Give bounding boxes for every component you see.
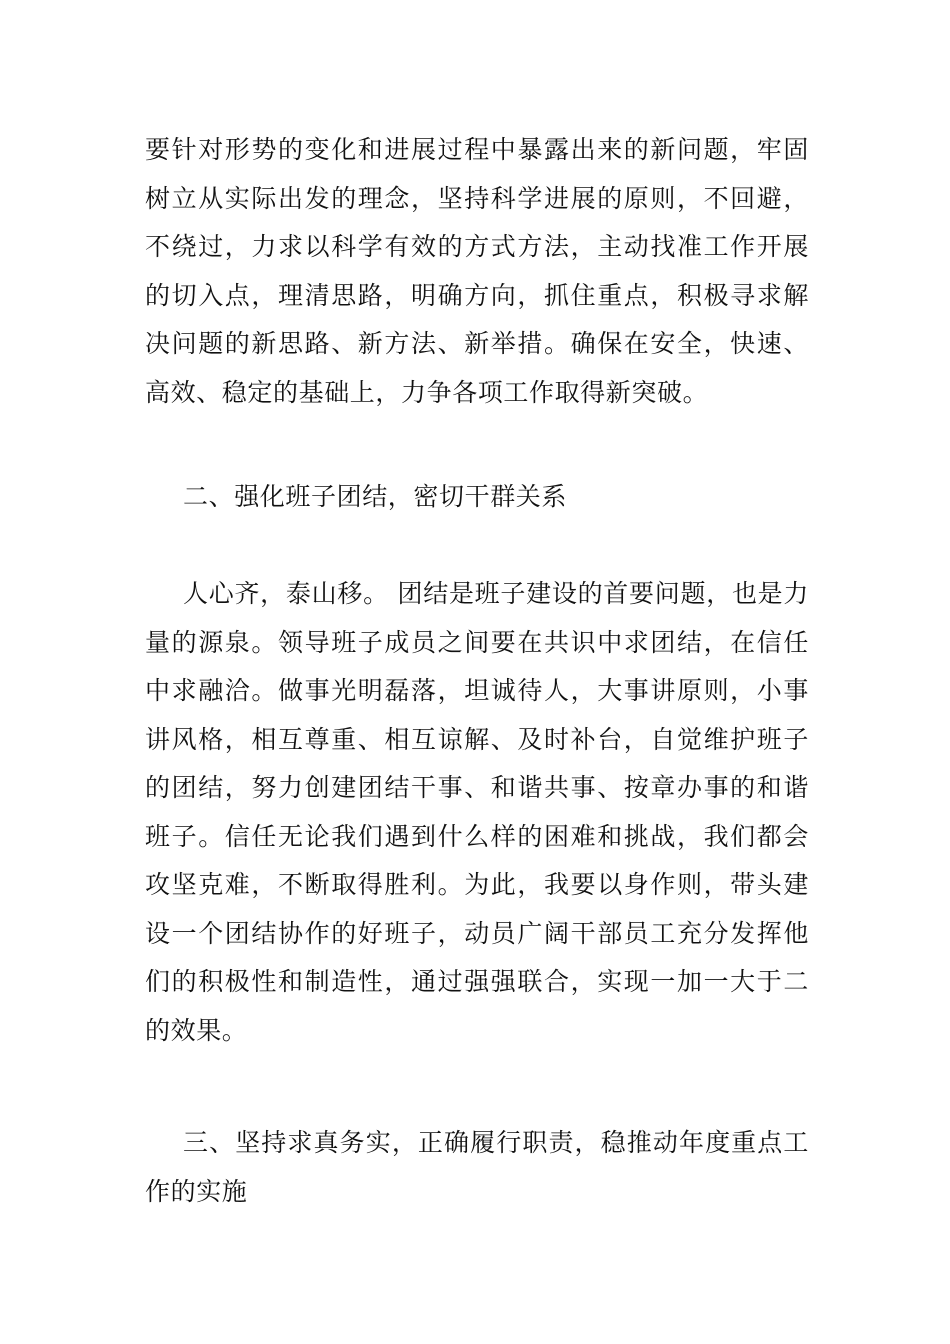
section-heading: 三、坚持求真务实，正确履行职责，稳推动年度重点工作的实施 <box>145 1128 809 1206</box>
body-paragraph: 人心齐，泰山移。 团结是班子建设的首要问题，也是力量的源泉。领导班子成员之间要在共识中求团结，在信任中求融洽。做事光明磊落，坦诚待人，大事讲原则，小事讲风格，相互尊重、相互谅解、及时补台，自觉维护班子的团结，努力创建团结干事、和谐共事、按章办事的和谐班子。信任无论我们遇到什么样的困难和挑战，我们都会攻坚克难，不断取得胜利。为此，我要以身作则，带头建设一个团结协作的好班子，动员广阔干部员工充分发挥他们的积极性和制造性，通过强强联合，实现一加一大于二的效果。 <box>145 579 809 1045</box>
section-heading: 二、强化班子团结，密切干群关系 <box>183 482 568 511</box>
body-paragraph: 要针对形势的变化和进展过程中暴露出来的新问题，牢固树立从实际出发的理念，坚持科学进展的原则，不回避，不绕过，力求以科学有效的方式方法，主动找准工作开展的切入点，理清思路，明确方向，抓住重点，积极寻求解决问题的新思路、新方法、新举措。确保在安全，快速、高效、稳定的基础上，力争各项工作取得新突破。 <box>145 135 809 407</box>
